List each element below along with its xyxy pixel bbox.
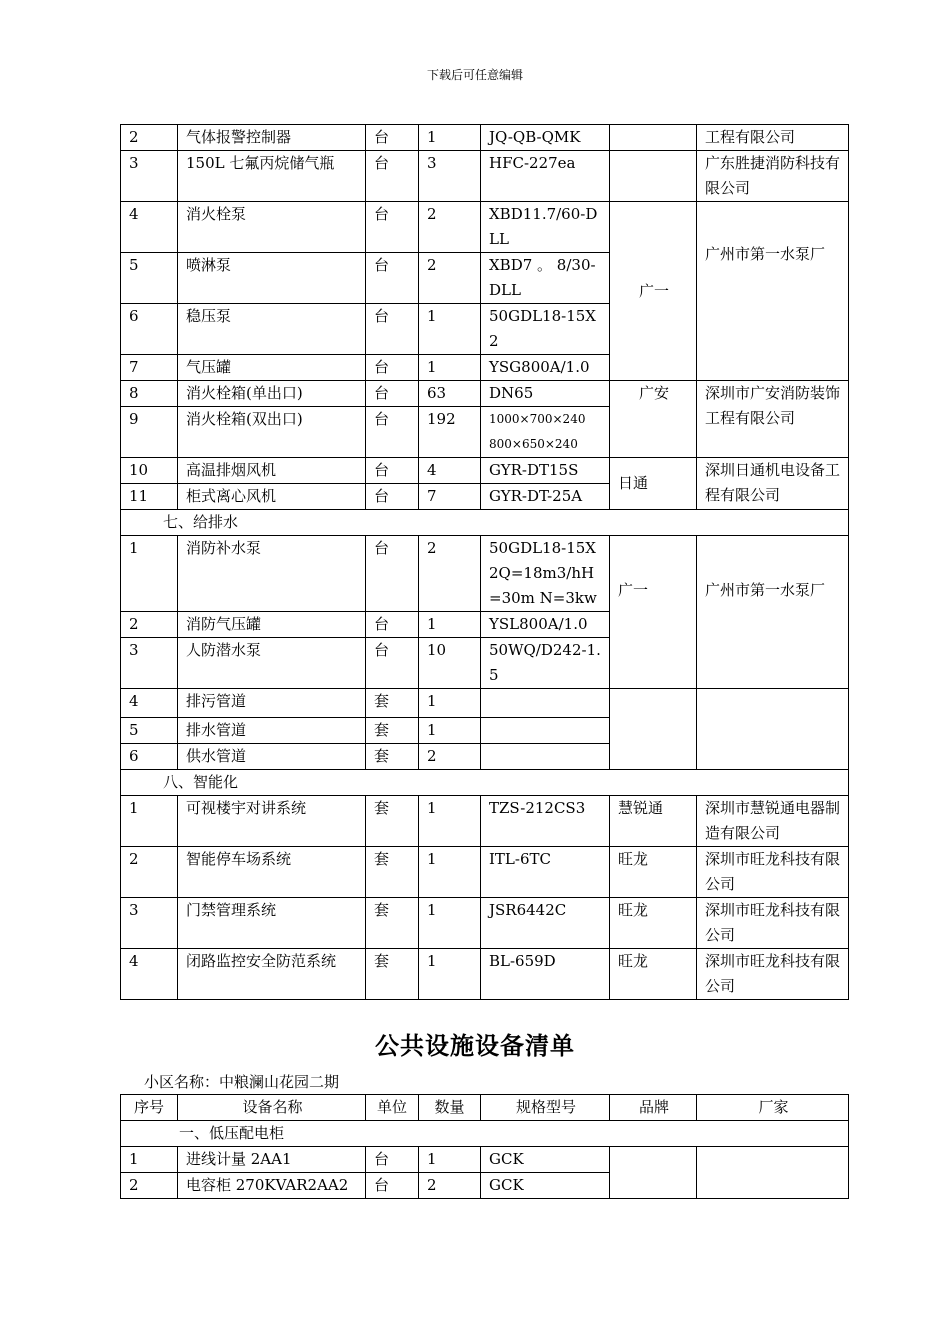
cell-no: 2: [121, 125, 178, 151]
cell-unit: 台: [366, 407, 419, 458]
cell-name: 消防气压罐: [178, 612, 366, 638]
cell-brand: [610, 151, 697, 202]
cell-mfr-group: 深圳市广安消防装饰工程有限公司: [697, 381, 849, 458]
header-unit: 单位: [366, 1095, 419, 1121]
table-row: [121, 689, 849, 718]
cell-no: 1: [121, 796, 178, 847]
equipment-list-table: [120, 1094, 849, 1199]
cell-qty: 4: [419, 458, 481, 484]
section-row: [121, 510, 849, 536]
cell-mfr-group: [697, 202, 849, 381]
cell-spec: ITL-6TC: [481, 847, 610, 898]
brand-text: 广一: [618, 581, 649, 599]
cell-no: 8: [121, 381, 178, 407]
cell-no: 6: [121, 744, 178, 770]
cell-no: 2: [121, 847, 178, 898]
section-row: [121, 1121, 849, 1147]
cell-spec: 50GDL18-15X2: [481, 304, 610, 355]
cell-spec: 50GDL18-15X2Q=18m3/hH=30m N=3kw: [481, 536, 610, 612]
header-brand: 品牌: [610, 1095, 697, 1121]
table-row: [121, 898, 849, 949]
cell-no: 5: [121, 718, 178, 744]
cell-qty: 1: [419, 125, 481, 151]
cell-name: 气压罐: [178, 355, 366, 381]
cell-mfr-group: 深圳日通机电设备工程有限公司: [697, 458, 849, 510]
spec-line: 800×650×240: [489, 437, 578, 451]
cell-brand-group: [610, 536, 697, 689]
document-title: 公共设施设备清单: [375, 1031, 575, 1060]
cell-mfr-group: [697, 689, 849, 770]
table-row: [121, 796, 849, 847]
table-row: [121, 381, 849, 407]
cell-name: 排水管道: [178, 718, 366, 744]
cell-spec: [481, 689, 610, 718]
header-no: 序号: [121, 1095, 178, 1121]
spec-line: 1000×700×240: [489, 412, 586, 426]
cell-no: 3: [121, 638, 178, 689]
mfr-text: 广州市第一水泵厂: [705, 581, 826, 599]
cell-mfr: 工程有限公司: [697, 125, 849, 151]
cell-brand-group: 日通: [610, 458, 697, 510]
cell-no: 10: [121, 458, 178, 484]
cell-mfr: 深圳市旺龙科技有限公司: [697, 949, 849, 1000]
cell-no: 2: [121, 1173, 178, 1199]
cell-name: 消防补水泵: [178, 536, 366, 612]
cell-unit: 台: [366, 536, 419, 612]
cell-no: 1: [121, 536, 178, 612]
cell-no: 7: [121, 355, 178, 381]
header-mfr: 厂家: [697, 1095, 849, 1121]
cell-no: 1: [121, 1147, 178, 1173]
cell-unit: 台: [366, 612, 419, 638]
cell-qty: 2: [419, 253, 481, 304]
section-row: [121, 770, 849, 796]
brand-text: 广安: [638, 384, 669, 402]
cell-spec: BL-659D: [481, 949, 610, 1000]
cell-qty: 2: [419, 744, 481, 770]
cell-unit: 台: [366, 484, 419, 510]
cell-unit: 套: [366, 796, 419, 847]
cell-unit: 套: [366, 847, 419, 898]
cell-spec: GCK: [481, 1147, 610, 1173]
table-row: [121, 949, 849, 1000]
cell-qty: 1: [419, 949, 481, 1000]
cell-name: 消火栓泵: [178, 202, 366, 253]
cell-spec: [481, 744, 610, 770]
cell-spec: JSR6442C: [481, 898, 610, 949]
cell-spec: TZS-212CS3: [481, 796, 610, 847]
cell-brand: 旺龙: [610, 949, 697, 1000]
section-heading: 一、低压配电柜: [121, 1121, 849, 1147]
cell-name: 电容柜 270KVAR2AA2: [178, 1173, 366, 1199]
header-name: 设备名称: [178, 1095, 366, 1121]
cell-name: 消火栓箱(单出口): [178, 381, 366, 407]
cell-name: 消火栓箱(双出口): [178, 407, 366, 458]
cell-no: 9: [121, 407, 178, 458]
table-row: [121, 536, 849, 612]
cell-spec: YSL800A/1.0: [481, 612, 610, 638]
cell-qty: 10: [419, 638, 481, 689]
cell-no: 5: [121, 253, 178, 304]
cell-spec: [481, 407, 610, 458]
cell-unit: 台: [366, 304, 419, 355]
cell-brand: 慧锐通: [610, 796, 697, 847]
cell-unit: 台: [366, 125, 419, 151]
cell-mfr: 深圳市慧锐通电器制造有限公司: [697, 796, 849, 847]
cell-unit: 台: [366, 1173, 419, 1199]
table-row: [121, 458, 849, 484]
table-header-row: [121, 1095, 849, 1121]
cell-qty: 1: [419, 796, 481, 847]
cell-spec: 50WQ/D242-1.5: [481, 638, 610, 689]
cell-qty: 3: [419, 151, 481, 202]
cell-no: 11: [121, 484, 178, 510]
cell-name: 喷淋泵: [178, 253, 366, 304]
page-header: 下载后可任意编辑: [426, 68, 523, 82]
header-qty: 数量: [419, 1095, 481, 1121]
section-heading: 八、智能化: [121, 770, 849, 796]
community-name: 小区名称：中粮澜山花园二期: [144, 1073, 340, 1091]
cell-unit: 套: [366, 949, 419, 1000]
table-row: [121, 125, 849, 151]
cell-name: 稳压泵: [178, 304, 366, 355]
cell-spec: XBD7 。 8/30-DLL: [481, 253, 610, 304]
cell-brand-group: 广一: [610, 202, 697, 381]
cell-name: 人防潜水泵: [178, 638, 366, 689]
cell-spec: GYR-DT15S: [481, 458, 610, 484]
cell-no: 3: [121, 898, 178, 949]
cell-qty: 2: [419, 1173, 481, 1199]
cell-brand-group: [610, 1147, 697, 1199]
cell-brand: [610, 125, 697, 151]
header-spec: 规格型号: [481, 1095, 610, 1121]
cell-unit: 台: [366, 202, 419, 253]
cell-qty: 2: [419, 202, 481, 253]
cell-brand-group: [610, 689, 697, 770]
cell-unit: 台: [366, 458, 419, 484]
cell-mfr: 深圳市旺龙科技有限公司: [697, 898, 849, 949]
cell-no: 4: [121, 689, 178, 718]
cell-name: 高温排烟风机: [178, 458, 366, 484]
section-heading: 七、给排水: [121, 510, 849, 536]
cell-no: 4: [121, 949, 178, 1000]
cell-no: 3: [121, 151, 178, 202]
cell-qty: 1: [419, 718, 481, 744]
cell-name: 可视楼宇对讲系统: [178, 796, 366, 847]
cell-unit: 台: [366, 151, 419, 202]
cell-brand: 旺龙: [610, 898, 697, 949]
cell-unit: 套: [366, 718, 419, 744]
cell-mfr: 广东胜捷消防科技有限公司: [697, 151, 849, 202]
cell-name: 门禁管理系统: [178, 898, 366, 949]
cell-no: 6: [121, 304, 178, 355]
cell-brand-group: [610, 381, 697, 458]
cell-spec: DN65: [481, 381, 610, 407]
equipment-table-continued: [120, 124, 849, 1000]
cell-name: 智能停车场系统: [178, 847, 366, 898]
cell-name: 排污管道: [178, 689, 366, 718]
cell-spec: JQ-QB-QMK: [481, 125, 610, 151]
cell-mfr: 深圳市旺龙科技有限公司: [697, 847, 849, 898]
cell-unit: 套: [366, 744, 419, 770]
cell-brand: 旺龙: [610, 847, 697, 898]
table-row: [121, 847, 849, 898]
cell-spec: YSG800A/1.0: [481, 355, 610, 381]
table-row: [121, 202, 849, 253]
cell-qty: 7: [419, 484, 481, 510]
cell-spec: GCK: [481, 1173, 610, 1199]
cell-name: 闭路监控安全防范系统: [178, 949, 366, 1000]
cell-spec: [481, 718, 610, 744]
cell-unit: 台: [366, 253, 419, 304]
cell-no: 2: [121, 612, 178, 638]
cell-qty: 63: [419, 381, 481, 407]
cell-qty: 1: [419, 847, 481, 898]
cell-name: 150L 七氟丙烷储气瓶: [178, 151, 366, 202]
cell-name: 供水管道: [178, 744, 366, 770]
cell-qty: 1: [419, 1147, 481, 1173]
cell-unit: 台: [366, 381, 419, 407]
cell-mfr-group: [697, 1147, 849, 1199]
cell-qty: 1: [419, 612, 481, 638]
cell-unit: 台: [366, 355, 419, 381]
table-row: [121, 1147, 849, 1173]
cell-no: 4: [121, 202, 178, 253]
cell-name: 气体报警控制器: [178, 125, 366, 151]
cell-qty: 192: [419, 407, 481, 458]
cell-qty: 1: [419, 898, 481, 949]
table-row: [121, 151, 849, 202]
mfr-text: 广州市第一水泵厂: [705, 245, 826, 263]
cell-mfr-group: [697, 536, 849, 689]
cell-qty: 1: [419, 355, 481, 381]
cell-qty: 1: [419, 304, 481, 355]
cell-qty: 2: [419, 536, 481, 612]
cell-spec: XBD11.7/60-DLL: [481, 202, 610, 253]
cell-spec: GYR-DT-25A: [481, 484, 610, 510]
cell-spec: HFC-227ea: [481, 151, 610, 202]
cell-unit: 台: [366, 1147, 419, 1173]
cell-unit: 台: [366, 638, 419, 689]
cell-name: 柜式离心风机: [178, 484, 366, 510]
cell-unit: 套: [366, 898, 419, 949]
cell-qty: 1: [419, 689, 481, 718]
cell-name: 进线计量 2AA1: [178, 1147, 366, 1173]
cell-unit: 套: [366, 689, 419, 718]
